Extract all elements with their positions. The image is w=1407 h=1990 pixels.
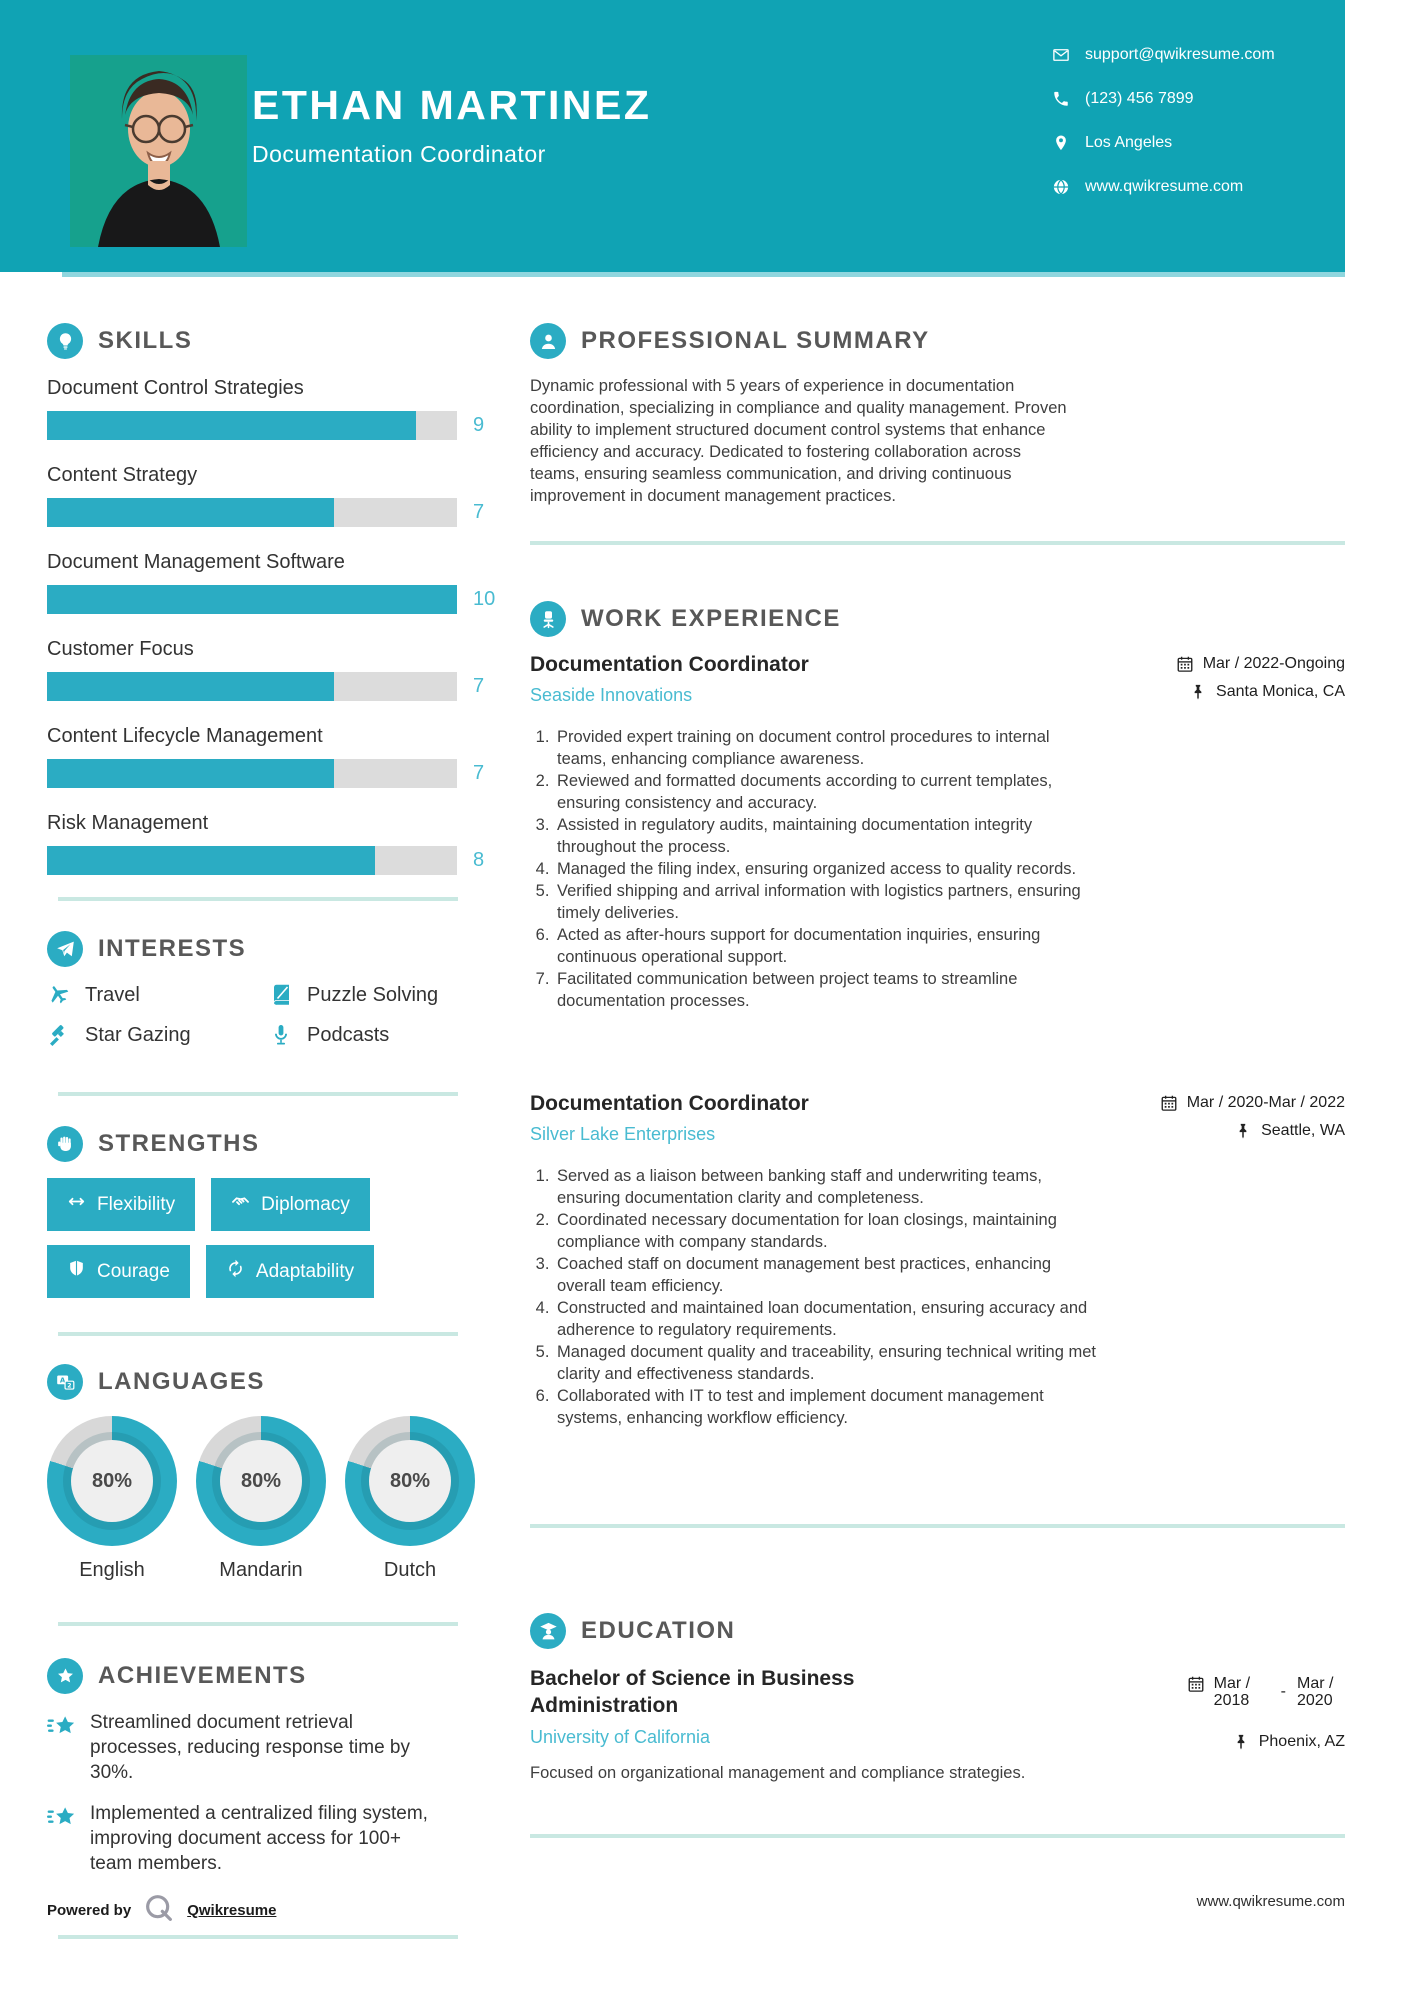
- powered-by-label: Powered by: [47, 1902, 132, 1919]
- job-bullet: 5. Managed document quality and traceability, ensuring technical writing met clarity and effectiveness standards.: [554, 1341, 1099, 1385]
- education-location: Phoenix, AZ: [1258, 1733, 1345, 1750]
- job-bullet: 3. Assisted in regulatory audits, maintaining documentation integrity throughout the process.: [554, 814, 1099, 858]
- contact-website: [1052, 178, 1275, 196]
- skill-value: 9: [473, 414, 485, 436]
- job-dates-row: [1160, 1094, 1345, 1112]
- achievement-text: Implemented a centralized filing system, improving document access for 100+ team members.: [90, 1803, 428, 1874]
- job-bullet: 4. Constructed and maintained loan documentation, ensuring accuracy and adherence to regulatory requirements.: [554, 1297, 1099, 1341]
- job-bullet: 5. Verified shipping and arrival information with logistics partners, ensuring timely deliveries.: [554, 880, 1099, 924]
- job-bullets: [530, 726, 1099, 1012]
- strength-chip: [47, 1245, 190, 1298]
- lightbulb-icon: [47, 323, 83, 359]
- job-entry: [530, 653, 1345, 1012]
- interest-item: [47, 983, 269, 1007]
- arrows-left-right-icon: [67, 1192, 86, 1217]
- contact-phone: [1052, 90, 1275, 108]
- calendar-icon: [1187, 1675, 1205, 1693]
- airplane-icon: [47, 983, 71, 1007]
- interests-heading: INTERESTS: [98, 935, 247, 962]
- person-name: ETHAN MARTINEZ: [252, 82, 652, 128]
- language-label: Mandarin: [219, 1559, 303, 1581]
- skill-label: Customer Focus: [47, 638, 194, 660]
- footer-website: www.qwikresume.com: [1196, 1893, 1345, 1910]
- person-icon: [530, 323, 566, 359]
- globe-icon: [1052, 178, 1070, 196]
- skill-label: Content Lifecycle Management: [47, 725, 323, 747]
- strength-label: Diplomacy: [261, 1193, 350, 1215]
- language-item: [47, 1416, 177, 1582]
- right-column: [530, 277, 1345, 1939]
- email-icon: [1052, 46, 1070, 64]
- office-chair-icon: [530, 601, 566, 637]
- job-dates: Mar / 2020-Mar / 2022: [1186, 1094, 1345, 1111]
- job-location-row: [1176, 683, 1345, 701]
- strength-label: Adaptability: [255, 1260, 355, 1282]
- divider: [58, 1092, 458, 1096]
- powered-by: [47, 1892, 507, 1929]
- school-name: University of California: [530, 1727, 711, 1747]
- education-note: Focused on organizational management and compliance strategies.: [530, 1764, 1026, 1782]
- pushpin-icon: [1234, 1122, 1252, 1140]
- achievements-heading: ACHIEVEMENTS: [98, 1662, 307, 1689]
- language-label: English: [79, 1559, 145, 1581]
- achievements-section-header: [47, 1658, 507, 1694]
- svg-text:A: A: [59, 1375, 65, 1384]
- skill-value: 7: [473, 675, 485, 697]
- skill-label: Content Strategy: [47, 464, 198, 486]
- strength-chip: [211, 1178, 370, 1231]
- language-item: [196, 1416, 326, 1582]
- skill-item: [47, 723, 507, 788]
- education-heading: EDUCATION: [581, 1617, 736, 1644]
- education-date-separator: -: [1280, 1683, 1286, 1700]
- skill-bar: [47, 759, 457, 788]
- education-date-start: Mar / 2018: [1213, 1675, 1251, 1709]
- education-date-end: Mar / 2020: [1297, 1675, 1334, 1709]
- translate-icon: [47, 1364, 83, 1400]
- skill-item: [47, 375, 507, 440]
- skill-bar: [47, 846, 457, 875]
- interest-item: [269, 1023, 507, 1047]
- job-location: Seattle, WA: [1261, 1122, 1345, 1139]
- contact-location: [1052, 134, 1275, 152]
- divider: [58, 1332, 458, 1336]
- divider: [58, 1935, 458, 1939]
- divider: [530, 1834, 1345, 1838]
- sync-icon: [226, 1259, 245, 1284]
- interest-item: [269, 983, 507, 1007]
- left-column: [47, 277, 507, 1939]
- language-donut-chart: [345, 1416, 475, 1546]
- skill-bar: [47, 585, 457, 614]
- summary-text: Dynamic professional with 5 years of experience in documentation coordination, specializing in compliance and quality management. Proven ability to implement structured document control systems that enhance efficiency and accuracy. Dedicated to fostering collaboration across teams, ensuring seamless communication, and driving continuous improvement in document management practices.: [530, 377, 1067, 505]
- language-donut-chart: [47, 1416, 177, 1546]
- summary-heading: PROFESSIONAL SUMMARY: [581, 327, 930, 354]
- job-bullet: 2. Reviewed and formatted documents according to current templates, ensuring consistency and accuracy.: [554, 770, 1099, 814]
- job-meta: [1176, 655, 1345, 701]
- languages-section-header: [47, 1364, 507, 1400]
- paper-plane-icon: [47, 931, 83, 967]
- shooting-star-icon: [47, 1712, 77, 1742]
- gavel-icon: [47, 1023, 71, 1047]
- job-title: Documentation Coordinator: [530, 653, 809, 676]
- svg-text:2: 2: [66, 1381, 72, 1389]
- divider: [530, 1524, 1345, 1528]
- divider: [58, 897, 458, 901]
- skill-label: Document Control Strategies: [47, 377, 304, 399]
- languages-list: [47, 1416, 507, 1582]
- education-dates-row: [1187, 1675, 1345, 1709]
- strength-chip: [206, 1245, 374, 1298]
- interest-label: Travel: [85, 983, 140, 1006]
- skill-item: [47, 810, 507, 875]
- shield-icon: [67, 1259, 86, 1284]
- job-bullet: 6. Collaborated with IT to test and implement document management systems, enhancing workflow efficiency.: [554, 1385, 1099, 1429]
- interest-label: Podcasts: [307, 1023, 390, 1046]
- strength-label: Courage: [97, 1260, 170, 1282]
- contact-email: [1052, 46, 1275, 64]
- skill-item: [47, 549, 507, 614]
- job-meta: [1160, 1094, 1345, 1140]
- calendar-icon: [1160, 1094, 1178, 1112]
- book-icon: [269, 983, 293, 1007]
- skill-bar: [47, 411, 457, 440]
- strengths-heading: STRENGTHS: [98, 1130, 260, 1157]
- education-location-row: [1187, 1733, 1345, 1751]
- skill-value: 7: [473, 501, 485, 523]
- skill-bar: [47, 672, 457, 701]
- job-title: Documentation Coordinator: [530, 1092, 809, 1115]
- contact-location-text: Los Angeles: [1085, 134, 1173, 151]
- degree-title: Bachelor of Science in Business Administration: [530, 1667, 855, 1717]
- skills-heading: SKILLS: [98, 327, 193, 354]
- interests-list: [47, 983, 507, 1047]
- achievement-text: Streamlined document retrieval processes, reducing response time by 30%.: [90, 1712, 410, 1783]
- skill-item: [47, 636, 507, 701]
- contact-email-text: support@qwikresume.com: [1085, 46, 1275, 63]
- profile-photo: [70, 55, 247, 247]
- job-bullet: 2. Coordinated necessary documentation for loan closings, maintaining compliance with company standards.: [554, 1209, 1099, 1253]
- job-bullet: 3. Coached staff on document management best practices, enhancing overall team efficiency.: [554, 1253, 1099, 1297]
- contact-list: [1052, 46, 1275, 222]
- handshake-icon: [231, 1192, 250, 1217]
- language-percent: 80%: [71, 1440, 153, 1522]
- job-company: Silver Lake Enterprises: [530, 1124, 716, 1144]
- experience-heading: WORK EXPERIENCE: [581, 605, 841, 632]
- microphone-icon: [269, 1023, 293, 1047]
- education-section: [530, 1613, 1345, 1784]
- summary-section-header: [530, 323, 1345, 359]
- education-meta: [1187, 1675, 1345, 1751]
- language-item: [345, 1416, 475, 1582]
- job-bullet: 7. Facilitated communication between project teams to streamline documentation processes.: [554, 968, 1099, 1012]
- person-title: Documentation Coordinator: [252, 141, 546, 167]
- phone-icon: [1052, 90, 1070, 108]
- education-section-header: [530, 1613, 1345, 1649]
- fist-icon: [47, 1126, 83, 1162]
- strength-chip: [47, 1178, 195, 1231]
- interests-section-header: [47, 931, 507, 967]
- job-entry: [530, 1092, 1345, 1429]
- skill-item: [47, 462, 507, 527]
- job-dates-row: [1176, 655, 1345, 673]
- medal-star-icon: [47, 1658, 83, 1694]
- strength-label: Flexibility: [97, 1193, 176, 1215]
- pushpin-icon: [1232, 1733, 1250, 1751]
- header: [0, 0, 1345, 272]
- language-label: Dutch: [383, 1559, 437, 1581]
- job-bullet: 4. Managed the filing index, ensuring organized access to quality records.: [554, 858, 1099, 880]
- main-content: [0, 277, 1407, 1939]
- languages-heading: LANGUAGES: [98, 1368, 265, 1395]
- job-location-row: [1160, 1122, 1345, 1140]
- shooting-star-icon: [47, 1803, 77, 1833]
- qwikresume-link[interactable]: Qwikresume: [187, 1902, 277, 1919]
- achievement-item: [47, 1801, 507, 1876]
- job-dates: Mar / 2022-Ongoing: [1202, 655, 1345, 672]
- job-location: Santa Monica, CA: [1216, 683, 1345, 700]
- graduate-icon: [530, 1613, 566, 1649]
- interest-label: Puzzle Solving: [307, 983, 439, 1006]
- strength-row: [47, 1245, 507, 1298]
- profile-photo-illustration: [70, 55, 247, 247]
- location-icon: [1052, 134, 1070, 152]
- skill-label: Risk Management: [47, 812, 209, 834]
- skill-value: 7: [473, 762, 485, 784]
- divider: [530, 541, 1345, 545]
- interest-label: Star Gazing: [85, 1023, 191, 1046]
- experience-section-header: [530, 601, 1345, 637]
- job-bullet: 6. Acted as after-hours support for documentation inquiries, ensuring continuous operational support.: [554, 924, 1099, 968]
- job-bullet: 1. Served as a liaison between banking staff and underwriting teams, ensuring documentation clarity and completeness.: [554, 1165, 1099, 1209]
- language-percent: 80%: [220, 1440, 302, 1522]
- divider: [58, 1622, 458, 1626]
- qwikresume-logo-icon: [143, 1892, 175, 1929]
- achievement-item: [47, 1710, 507, 1785]
- skill-label: Document Management Software: [47, 551, 345, 573]
- interest-item: [47, 1023, 269, 1047]
- contact-website-text: www.qwikresume.com: [1085, 178, 1244, 195]
- skills-section-header: [47, 323, 507, 359]
- job-company: Seaside Innovations: [530, 685, 693, 705]
- language-donut-chart: [196, 1416, 326, 1546]
- strengths-section-header: [47, 1126, 507, 1162]
- job-bullets: [530, 1165, 1099, 1429]
- pushpin-icon: [1189, 683, 1207, 701]
- calendar-icon: [1176, 655, 1194, 673]
- identity-block: [252, 82, 651, 168]
- strength-row: [47, 1178, 507, 1231]
- contact-phone-text: (123) 456 7899: [1085, 90, 1194, 107]
- skill-value: 10: [473, 588, 496, 610]
- skill-value: 8: [473, 849, 485, 871]
- skill-bar: [47, 498, 457, 527]
- job-bullet: 1. Provided expert training on document control procedures to internal teams, enhancing compliance awareness.: [554, 726, 1099, 770]
- language-percent: 80%: [369, 1440, 451, 1522]
